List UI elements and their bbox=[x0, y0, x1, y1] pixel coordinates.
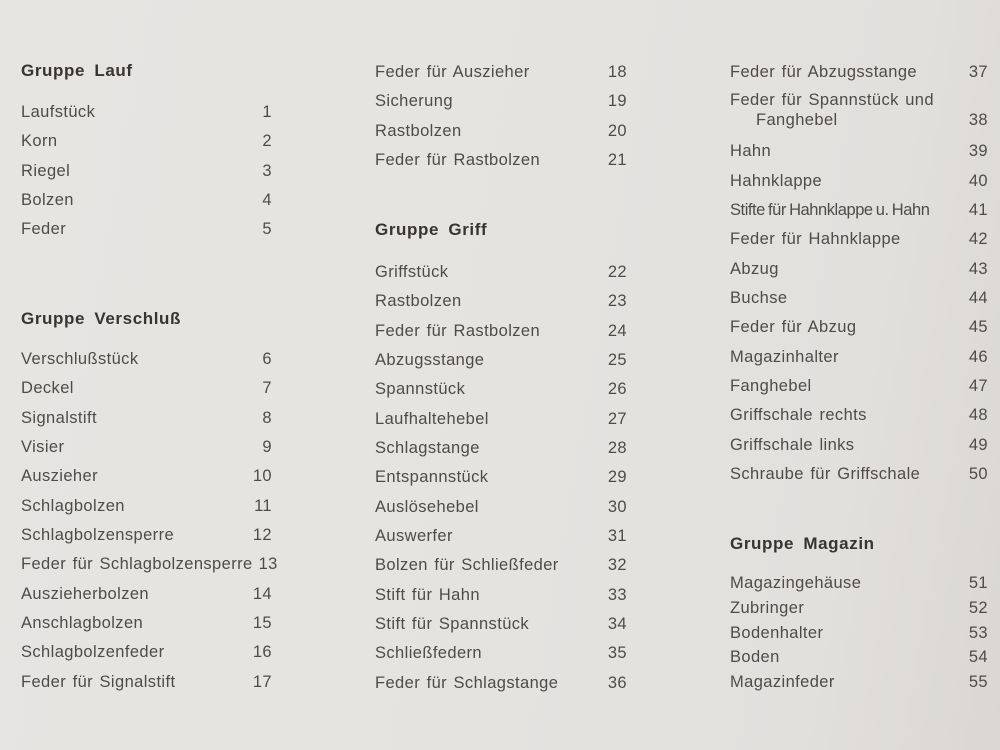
part-name-line1: Feder für Rastbolzen bbox=[375, 150, 541, 169]
list-item bbox=[375, 642, 627, 671]
part-number: 43 bbox=[968, 259, 988, 278]
list-item bbox=[21, 465, 272, 494]
part-name bbox=[21, 348, 138, 370]
list-item bbox=[730, 228, 988, 257]
part-name-line1: Hahnklappe bbox=[730, 171, 823, 190]
list-item bbox=[375, 584, 627, 613]
list-item bbox=[21, 407, 272, 436]
part-number: 31 bbox=[607, 526, 627, 545]
part-name bbox=[375, 525, 453, 547]
part-name-line1: Fanghebel bbox=[730, 376, 812, 395]
part-number: 7 bbox=[262, 379, 272, 398]
part-name-line1: Feder für Rastbolzen bbox=[375, 321, 541, 340]
list-item bbox=[730, 61, 988, 90]
list-item bbox=[730, 170, 988, 199]
list-item bbox=[730, 258, 988, 287]
part-name-line1: Verschlußstück bbox=[21, 350, 139, 368]
part-number: 25 bbox=[607, 350, 627, 369]
part-number: 24 bbox=[607, 321, 627, 340]
part-number: 33 bbox=[607, 585, 627, 604]
group-heading-verschluss: Gruppe Verschluß bbox=[21, 309, 182, 328]
part-name bbox=[375, 378, 465, 400]
list-item bbox=[375, 290, 627, 319]
part-name-line1: Visier bbox=[21, 437, 65, 456]
part-name bbox=[375, 466, 488, 488]
part-name bbox=[730, 572, 861, 594]
list-item bbox=[375, 261, 627, 290]
part-name bbox=[730, 463, 920, 485]
part-name bbox=[730, 646, 780, 668]
part-name bbox=[21, 101, 95, 123]
part-name-line1: Korn bbox=[21, 132, 58, 151]
part-number: 42 bbox=[968, 230, 988, 249]
part-number: 48 bbox=[968, 406, 988, 425]
part-name-line1: Auslösehebel bbox=[375, 497, 479, 516]
column-right bbox=[730, 0, 988, 750]
part-number: 30 bbox=[607, 497, 627, 516]
part-number: 55 bbox=[968, 673, 988, 692]
part-name bbox=[375, 90, 453, 112]
part-name-line1: Magazinhalter bbox=[730, 347, 839, 366]
list-item bbox=[730, 572, 988, 597]
part-name-line1: Magazingehäuse bbox=[730, 574, 862, 592]
list-item bbox=[730, 375, 988, 404]
part-number: 35 bbox=[607, 644, 627, 663]
part-number: 45 bbox=[968, 318, 988, 337]
list-item bbox=[375, 613, 627, 642]
part-number: 3 bbox=[262, 161, 272, 180]
part-name-line1: Laufstück bbox=[21, 103, 96, 121]
part-number: 10 bbox=[252, 467, 272, 486]
part-name-line1: Feder für Auszieher bbox=[375, 63, 530, 81]
part-name-line1: Hahn bbox=[730, 142, 772, 161]
part-name bbox=[21, 583, 149, 605]
part-name-line1: Schlagbolzenfeder bbox=[21, 643, 165, 662]
part-name-line1: Bolzen für Schließfeder bbox=[375, 556, 559, 575]
list-item bbox=[21, 377, 272, 406]
part-number: 11 bbox=[254, 496, 272, 515]
list-item bbox=[730, 597, 988, 622]
part-name-line1: Laufhaltehebel bbox=[375, 409, 489, 428]
part-name-line1: Schlagbolzen bbox=[21, 496, 125, 515]
part-name bbox=[375, 437, 480, 459]
list-item bbox=[21, 553, 278, 582]
part-name-line1: Griffschale links bbox=[730, 435, 855, 454]
part-name bbox=[375, 584, 480, 606]
part-name bbox=[375, 149, 540, 171]
part-name bbox=[21, 436, 64, 458]
list-item bbox=[21, 612, 272, 641]
part-number: 14 bbox=[252, 584, 272, 603]
list-item bbox=[375, 496, 627, 525]
part-name-line2: Fanghebel bbox=[756, 111, 838, 130]
part-number: 6 bbox=[262, 350, 272, 368]
part-name-line1: Abzugsstange bbox=[375, 350, 485, 369]
part-name-line1: Bodenhalter bbox=[730, 623, 824, 642]
part-name-line1: Feder für Schlagstange bbox=[375, 673, 559, 692]
list-item bbox=[21, 218, 272, 247]
part-name bbox=[21, 130, 57, 152]
list-item bbox=[730, 622, 988, 647]
part-name bbox=[21, 612, 143, 634]
part-name bbox=[375, 496, 479, 518]
list-item bbox=[21, 436, 272, 465]
part-name-line1: Feder für Abzug bbox=[730, 318, 857, 337]
part-number: 18 bbox=[607, 63, 627, 81]
list-item bbox=[375, 437, 627, 466]
parts-list-lauf bbox=[21, 101, 272, 248]
list-item bbox=[375, 378, 627, 407]
list-item bbox=[375, 554, 627, 583]
part-name-line1: Auszieherbolzen bbox=[21, 584, 149, 603]
part-number: 26 bbox=[607, 380, 627, 399]
part-name-line1: Schließfedern bbox=[375, 644, 483, 663]
part-name bbox=[375, 290, 462, 312]
part-number: 27 bbox=[607, 409, 627, 428]
group-heading-magazin: Gruppe Magazin bbox=[730, 534, 875, 553]
part-number: 37 bbox=[968, 63, 988, 81]
part-number: 16 bbox=[252, 643, 272, 662]
part-name bbox=[21, 671, 175, 693]
part-name bbox=[375, 408, 489, 430]
part-number: 8 bbox=[262, 408, 272, 427]
part-name bbox=[730, 228, 901, 250]
part-name bbox=[375, 642, 482, 664]
part-number: 53 bbox=[968, 623, 988, 642]
part-name-line1: Feder bbox=[21, 220, 67, 239]
part-name bbox=[730, 316, 856, 338]
part-number: 1 bbox=[262, 103, 272, 121]
part-name-line1: Sicherung bbox=[375, 92, 453, 111]
part-name-line1: Buchse bbox=[730, 288, 788, 307]
list-item bbox=[730, 140, 988, 169]
list-item bbox=[375, 120, 627, 149]
part-name-line1: Rastbolzen bbox=[375, 121, 462, 140]
part-number: 50 bbox=[968, 464, 988, 483]
list-item bbox=[21, 189, 272, 218]
part-number: 39 bbox=[968, 142, 988, 161]
part-name-line1: Auszieher bbox=[21, 467, 98, 486]
list-item bbox=[730, 463, 988, 492]
list-item bbox=[730, 199, 988, 228]
part-name-line1: Riegel bbox=[21, 161, 71, 180]
part-name-line1: Entspannstück bbox=[375, 468, 489, 487]
part-name-line1: Auswerfer bbox=[375, 526, 453, 545]
part-name-line1: Anschlagbolzen bbox=[21, 613, 144, 632]
part-name bbox=[375, 672, 558, 694]
list-item bbox=[730, 404, 988, 433]
list-item bbox=[730, 316, 988, 345]
part-number: 41 bbox=[968, 200, 988, 219]
part-name-line1: Rastbolzen bbox=[375, 292, 462, 311]
part-name-line1: Abzug bbox=[730, 259, 779, 278]
part-number: 54 bbox=[968, 648, 988, 667]
part-number: 51 bbox=[968, 574, 988, 592]
part-number: 15 bbox=[252, 613, 272, 632]
list-item bbox=[375, 525, 627, 554]
part-name-line1: Deckel bbox=[21, 379, 74, 398]
part-name bbox=[21, 524, 174, 546]
list-item bbox=[375, 149, 627, 178]
part-number: 49 bbox=[968, 435, 988, 454]
column-left bbox=[21, 0, 278, 750]
part-number: 44 bbox=[968, 288, 988, 307]
part-name-line1: Boden bbox=[730, 648, 780, 667]
part-number: 38 bbox=[968, 111, 988, 130]
part-name bbox=[730, 140, 771, 162]
part-name bbox=[730, 287, 787, 309]
part-number: 23 bbox=[607, 292, 627, 311]
part-number: 19 bbox=[607, 92, 627, 111]
list-item bbox=[21, 101, 272, 130]
parts-list-verschluss bbox=[21, 348, 278, 700]
list-item bbox=[375, 672, 627, 701]
part-name bbox=[730, 404, 867, 426]
part-number: 29 bbox=[607, 468, 627, 487]
list-item bbox=[730, 671, 988, 696]
part-name bbox=[730, 199, 929, 221]
part-name-line1: Feder für Schlagbolzensperre bbox=[21, 555, 253, 574]
parts-list-griff-continued bbox=[730, 61, 988, 492]
list-item bbox=[375, 61, 627, 90]
part-name bbox=[21, 553, 253, 575]
list-item bbox=[730, 346, 988, 375]
part-name-line1: Stift für Hahn bbox=[375, 585, 480, 604]
part-number: 46 bbox=[968, 347, 988, 366]
list-item bbox=[730, 646, 988, 671]
part-number: 5 bbox=[262, 220, 272, 239]
part-name bbox=[375, 613, 529, 635]
part-name bbox=[730, 597, 804, 619]
part-name bbox=[730, 170, 822, 192]
parts-list-magazin bbox=[730, 572, 988, 696]
part-name bbox=[730, 258, 779, 280]
part-name-line1: Feder für Spannstück und bbox=[730, 91, 934, 110]
part-name-line1: Signalstift bbox=[21, 408, 97, 427]
part-name bbox=[375, 554, 559, 576]
part-name-line1: Griffstück bbox=[375, 263, 449, 281]
part-name bbox=[730, 434, 854, 456]
list-item bbox=[21, 671, 272, 700]
list-item bbox=[21, 160, 272, 189]
part-name bbox=[21, 218, 66, 240]
part-number: 13 bbox=[258, 555, 278, 574]
part-name bbox=[21, 495, 125, 517]
part-number: 21 bbox=[607, 150, 627, 169]
column-middle bbox=[375, 0, 627, 750]
part-name bbox=[730, 622, 823, 644]
part-name bbox=[730, 346, 839, 368]
part-name bbox=[375, 261, 448, 283]
list-item bbox=[375, 320, 627, 349]
part-number: 34 bbox=[607, 614, 627, 633]
part-number: 32 bbox=[607, 556, 627, 575]
part-number: 36 bbox=[607, 673, 627, 692]
part-name-line1: Magazinfeder bbox=[730, 673, 835, 692]
list-item bbox=[375, 90, 627, 119]
part-name bbox=[375, 320, 540, 342]
part-number: 12 bbox=[252, 525, 272, 544]
part-number: 52 bbox=[968, 598, 988, 617]
part-number: 20 bbox=[607, 121, 627, 140]
part-name-line1: Feder für Hahnklappe bbox=[730, 230, 901, 249]
part-name bbox=[730, 671, 835, 693]
part-name bbox=[21, 465, 98, 487]
list-item bbox=[730, 287, 988, 316]
part-name bbox=[730, 90, 934, 130]
part-number: 28 bbox=[607, 438, 627, 457]
part-name-line1: Stift für Spannstück bbox=[375, 614, 530, 633]
part-number: 40 bbox=[968, 171, 988, 190]
part-name bbox=[21, 377, 74, 399]
part-number: 4 bbox=[262, 190, 272, 209]
part-name-line1: Schlagstange bbox=[375, 438, 480, 457]
list-item bbox=[21, 524, 272, 553]
part-number: 22 bbox=[607, 263, 627, 281]
list-item bbox=[21, 348, 272, 377]
list-item bbox=[730, 90, 988, 140]
part-name-line1: Zubringer bbox=[730, 598, 805, 617]
group-heading-griff: Gruppe Griff bbox=[375, 220, 488, 239]
list-item bbox=[21, 641, 272, 670]
list-item bbox=[730, 434, 988, 463]
part-name-line1: Stifte für Hahnklappe u. Hahn bbox=[730, 200, 930, 219]
part-name bbox=[21, 189, 74, 211]
part-name bbox=[375, 61, 530, 83]
part-name-line1: Schraube für Griffschale bbox=[730, 464, 921, 483]
list-item bbox=[21, 583, 272, 612]
list-item bbox=[375, 408, 627, 437]
part-name-line1: Griffschale rechts bbox=[730, 406, 867, 425]
part-number: 2 bbox=[262, 132, 272, 151]
group-heading-lauf: Gruppe Lauf bbox=[21, 61, 133, 80]
list-item bbox=[375, 349, 627, 378]
parts-list-verschluss-continued bbox=[375, 61, 627, 178]
part-name-line1: Feder für Abzugsstange bbox=[730, 63, 917, 81]
part-number: 9 bbox=[262, 437, 272, 456]
part-name-line1: Spannstück bbox=[375, 380, 466, 399]
part-number: 17 bbox=[252, 672, 272, 691]
part-name bbox=[730, 375, 812, 397]
list-item bbox=[375, 466, 627, 495]
part-name-line1: Bolzen bbox=[21, 190, 74, 209]
part-name bbox=[375, 349, 484, 371]
parts-list-griff bbox=[375, 261, 627, 701]
list-item bbox=[21, 495, 272, 524]
part-name bbox=[375, 120, 462, 142]
part-name bbox=[21, 641, 164, 663]
part-number: 47 bbox=[968, 376, 988, 395]
part-name-line1: Schlagbolzensperre bbox=[21, 525, 175, 544]
part-name-line1: Feder für Signalstift bbox=[21, 672, 176, 691]
part-name bbox=[21, 407, 97, 429]
list-item bbox=[21, 130, 272, 159]
part-name bbox=[730, 61, 917, 83]
part-name bbox=[21, 160, 70, 182]
